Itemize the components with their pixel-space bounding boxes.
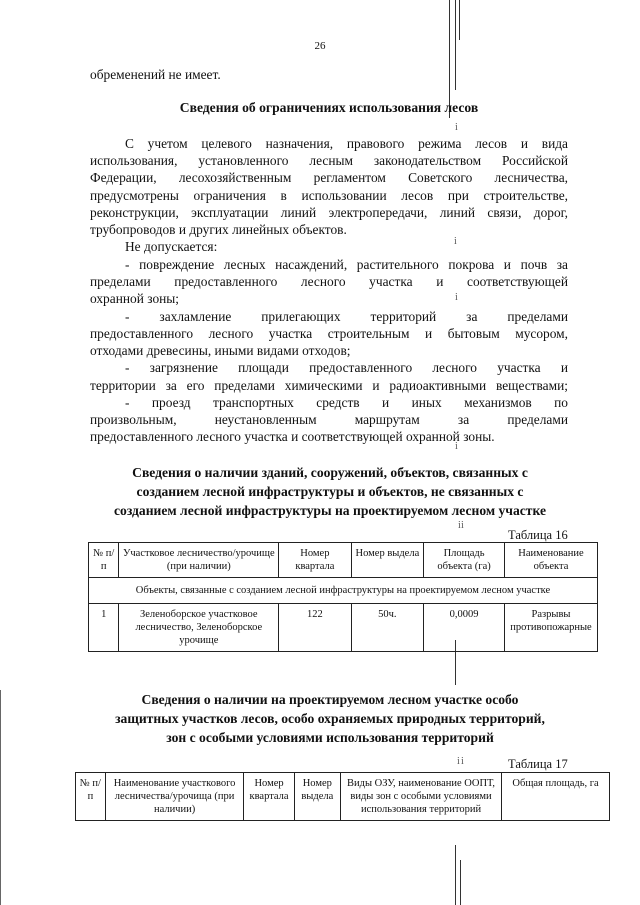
table-header-cell: Виды ОЗУ, наименование ООПТ, виды зон с особыми условиями использования территорий — [340, 773, 501, 821]
section-heading-buildings: Сведения о наличии зданий, сооружений, объектов, связанных с — [132, 465, 528, 480]
table-cell: 1 — [89, 604, 119, 652]
section-heading-restrictions: Сведения об ограничениях использования лесов — [179, 100, 479, 115]
scan-mark: і — [454, 236, 457, 247]
table-16 — [88, 542, 598, 652]
scan-mark: і — [455, 441, 458, 452]
table-17 — [75, 772, 610, 821]
table-header-cell: № п/п — [76, 773, 106, 821]
bullet-line: - загрязнение площади предоставленного лесного участка и — [125, 360, 568, 375]
bullet-line: предоставленного лесного участка и соответствующей охранной зоны. — [90, 429, 495, 444]
scan-artifact-line — [459, 0, 460, 40]
bullet-line: отходами древесины, иными видами отходов; — [90, 343, 351, 358]
not-allowed-label: Не допускается: — [125, 239, 218, 254]
table-row — [89, 604, 598, 652]
section-heading-protected-areas: защитных участков лесов, особо охраняемых природных территорий, — [115, 711, 545, 726]
scan-mark: і — [461, 520, 464, 531]
table-header-row — [76, 773, 610, 821]
table-caption: Таблица 17 — [508, 757, 568, 771]
table-group-row — [89, 578, 598, 604]
table-header-cell: Номер выдела — [294, 773, 340, 821]
table-header-cell: Наименование объекта — [505, 543, 598, 578]
paragraph-line: Федерации, лесохозяйственным регламентом Советского лесничества, — [90, 170, 568, 185]
section-heading-buildings: созданием лесной инфраструктуры и объектов, не связанных с — [136, 484, 524, 499]
scan-mark: і — [458, 520, 461, 531]
section-heading-protected-areas: зон с особыми условиями использования территорий — [166, 730, 494, 745]
scan-mark: і — [455, 122, 458, 133]
bullet-line: предоставленного лесного участка строительным и бытовым мусором, — [90, 326, 568, 341]
table-header-cell: Общая площадь, га — [502, 773, 610, 821]
scan-mark: і — [455, 292, 458, 303]
table-header-cell: Номер квартала — [279, 543, 351, 578]
bullet-line: территории за его пределами химическими и радиоактивными веществами; — [90, 378, 568, 393]
bullet-line: - проезд транспортных средств и иных механизмов по — [125, 395, 568, 410]
table-header-cell: Наименование участкового лесничества/урочища (при наличии) — [105, 773, 244, 821]
table-group-cell: Объекты, связанные с созданием лесной инфраструктуры на проектируемом лесном участке — [89, 578, 598, 604]
bullet-line: произвольным, неустановленным маршрутам за пределами — [90, 412, 568, 427]
table-header-cell: Номер выдела — [351, 543, 423, 578]
table-cell: Зеленоборское участковое лесничество, Зеленоборское урочище — [119, 604, 279, 652]
bullet-line: охранной зоны; — [90, 291, 180, 306]
paragraph-line: предусмотрены ограничения в использовании лесов при строительстве, — [90, 188, 568, 203]
scan-artifact-line — [0, 690, 1, 905]
paragraph-line: использования, установленного лесным законодательством Российской — [90, 153, 568, 168]
intro-line: обременений не имеет. — [90, 67, 221, 82]
section-heading-protected-areas: Сведения о наличии на проектируемом лесном участке особо — [141, 692, 519, 707]
scan-mark: і — [457, 756, 460, 767]
table-cell: 50ч. — [351, 604, 423, 652]
table-header-cell: № п/п — [89, 543, 119, 578]
table-cell: Разрывы противопожарные — [505, 604, 598, 652]
table-header-row — [89, 543, 598, 578]
page-number: 26 — [314, 40, 326, 52]
scan-artifact-line — [455, 845, 456, 905]
paragraph-line: С учетом целевого назначения, правового режима лесов и вида — [125, 136, 568, 151]
table-header-cell: Участковое лесничество/урочище (при наличии) — [119, 543, 279, 578]
bullet-line: пределами предоставленного лесного участка и соответствующей — [90, 274, 568, 289]
scan-artifact-line — [460, 860, 461, 905]
paragraph-line: трубопроводов и других линейных объектов. — [90, 222, 347, 237]
bullet-line: - захламление прилегающих территорий за пределами — [125, 309, 568, 324]
table-caption: Таблица 16 — [508, 528, 568, 542]
table-header-cell: Площадь объекта (га) — [424, 543, 505, 578]
section-heading-buildings: созданием лесной инфраструктуры на проектируемом лесном участке — [113, 503, 547, 518]
bullet-line: - повреждение лесных насаждений, растительного покрова и почв за — [125, 257, 568, 272]
paragraph-line: реконструкции, эксплуатации линий электропередачи, линий связи, дорог, — [90, 205, 568, 220]
table-cell: 122 — [279, 604, 351, 652]
table-cell: 0,0009 — [424, 604, 505, 652]
table-header-cell: Номер квартала — [244, 773, 294, 821]
scan-mark: і — [461, 756, 464, 767]
